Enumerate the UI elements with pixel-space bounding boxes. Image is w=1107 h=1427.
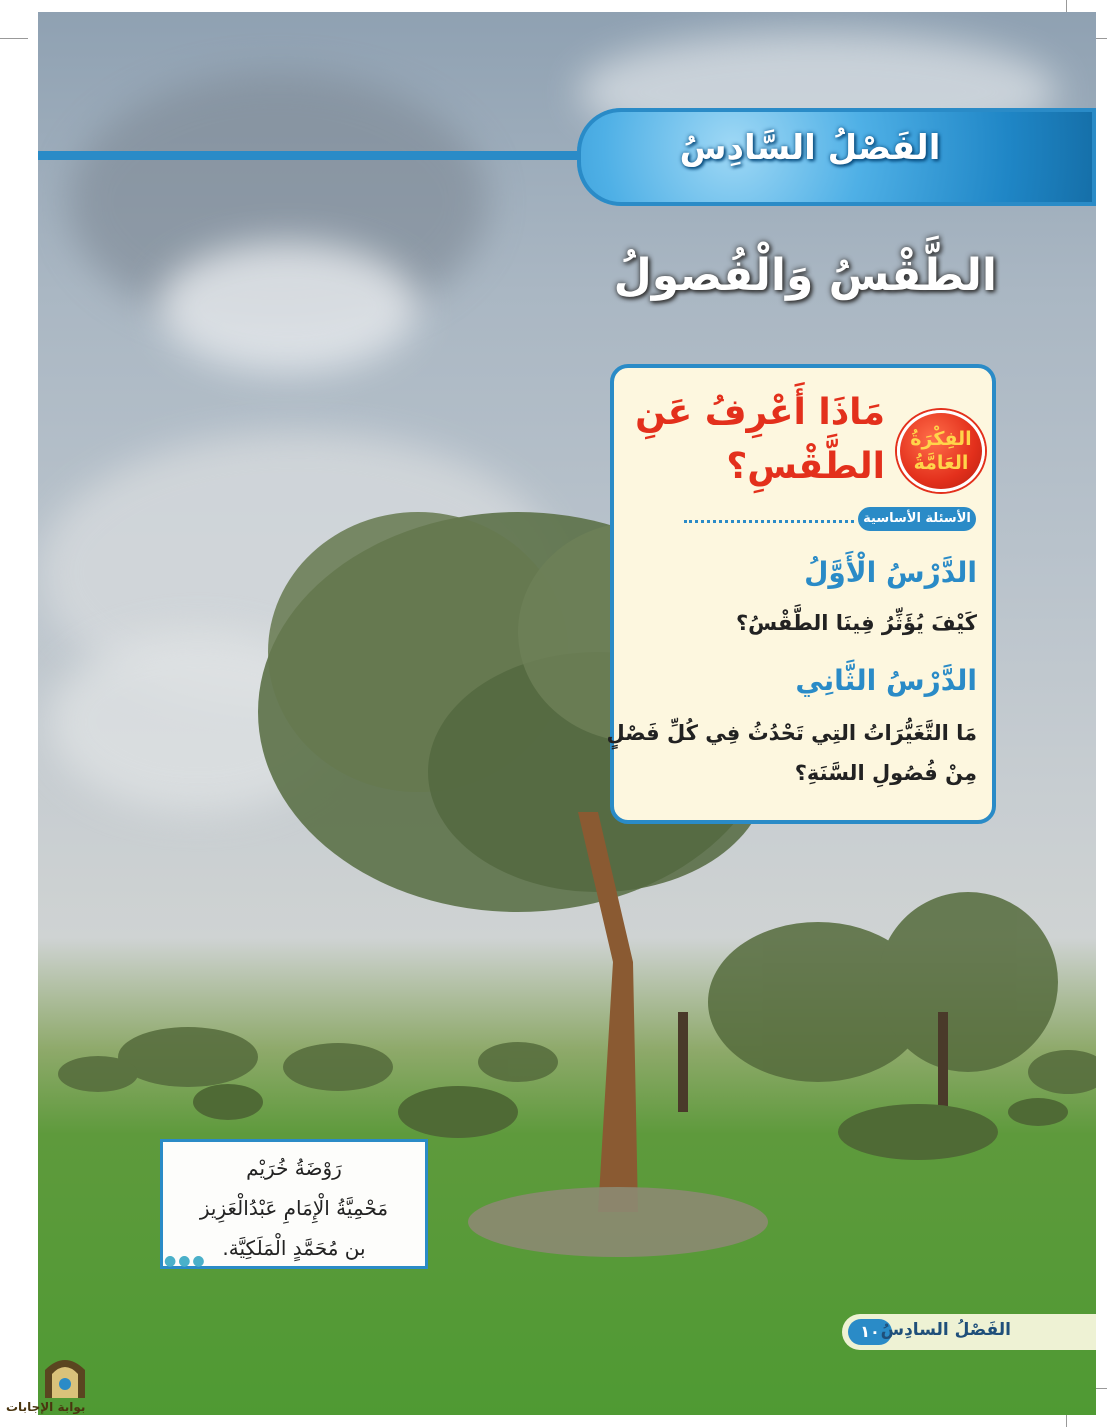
big-idea-badge <box>897 410 985 492</box>
big-idea-question <box>625 386 885 494</box>
dotted-divider <box>684 520 854 523</box>
lesson1-title: الدَّرْسُ الْأَوَّلُ <box>804 556 977 589</box>
question-line1: مَاذَا أَعْرِفُ عَنِ <box>635 392 885 433</box>
page-number: ١٠ <box>848 1319 892 1345</box>
crop-mark <box>0 38 28 61</box>
chapter-ribbon-line <box>38 151 598 160</box>
question-line2: الطَّقْسِ؟ <box>726 446 885 487</box>
chapter-title: الفَصْلُ السَّادِسُ <box>679 128 941 168</box>
badge-line2: العَامَّةُ <box>913 452 969 474</box>
caption-line1: رَوْضَةُ خُرَيْم <box>246 1156 342 1180</box>
lesson2-title: الدَّرْسُ الثَّانِي <box>795 664 977 697</box>
site-logo <box>40 1350 90 1400</box>
essential-questions-label: الأسئلة الأساسية <box>858 507 976 531</box>
caption-line2: مَحْمِيَّةُ الْإِمَامِ عَبْدُالْعَزِيز <box>199 1196 389 1220</box>
site-logo-text: بوابة الإجابات <box>6 1400 86 1414</box>
page-title: الطَّقْسُ وَالْفُصولُ <box>613 250 997 301</box>
caption-line3: بن مُحَمَّدٍ الْمَلَكِيَّة. <box>222 1236 366 1260</box>
lesson2-question-line1: مَا التَّغَيُّرَاتُ التِي تَحْدُثُ فِي كُلِّ فَصْلٍ <box>606 721 977 745</box>
badge-line1: الفِكْرَةُ <box>910 428 972 450</box>
footer-chapter-label: الفَصْلُ السادِسُ <box>880 1320 1011 1340</box>
photo-caption <box>160 1139 428 1269</box>
decorative-dots: ●●● <box>164 1253 207 1269</box>
lesson1-question: كَيْفَ يُؤَثِّرُ فِينَا الطَّقْسُ؟ <box>735 611 977 635</box>
lesson2-question-line2: مِنْ فُصُولِ السَّنَةِ؟ <box>794 761 977 785</box>
